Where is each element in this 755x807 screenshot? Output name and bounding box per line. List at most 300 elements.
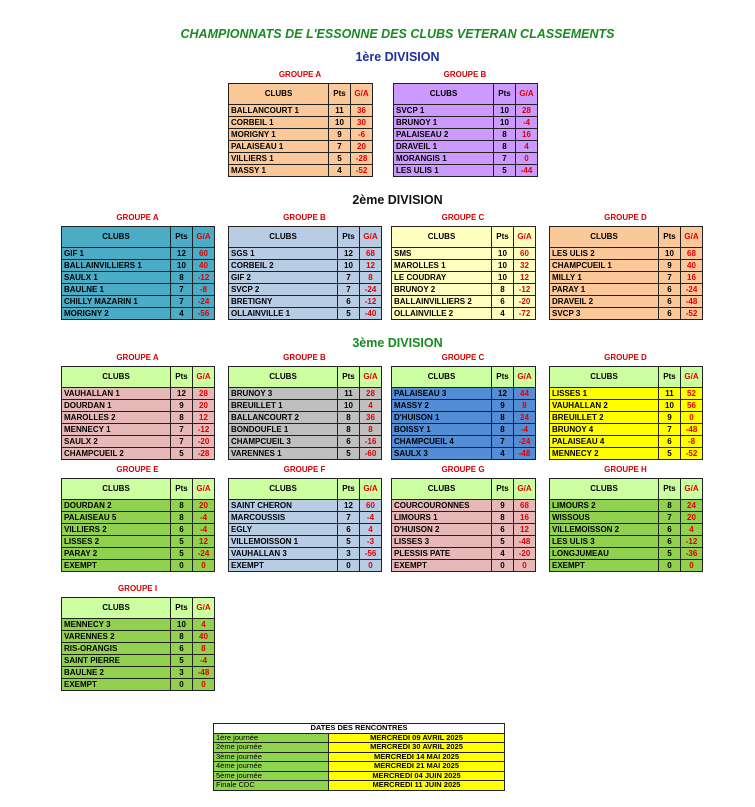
club-goal-average: 4 xyxy=(681,524,703,536)
club-points: 5 xyxy=(171,536,193,548)
club-goal-average: 68 xyxy=(681,248,703,260)
club-name: MASSY 1 xyxy=(229,165,329,177)
club-goal-average: -12 xyxy=(193,424,215,436)
club-points: 7 xyxy=(171,424,193,436)
group-title: GROUPE B xyxy=(283,213,326,222)
club-goal-average: -48 xyxy=(193,667,215,679)
table-row xyxy=(392,436,536,448)
standings-d2-groupe-c xyxy=(391,213,535,320)
club-points: 10 xyxy=(494,117,516,129)
standings-d3-groupe-g xyxy=(391,465,535,572)
club-goal-average: 20 xyxy=(351,141,373,153)
table-row xyxy=(62,296,215,308)
table-header xyxy=(394,84,538,105)
table-row xyxy=(550,448,703,460)
table-row xyxy=(229,500,382,512)
club-name: SMS xyxy=(392,248,492,260)
table-row xyxy=(229,448,382,460)
group-title: GROUPE I xyxy=(117,584,158,593)
club-points: 4 xyxy=(492,448,514,460)
table-header xyxy=(229,84,373,105)
club-points: 10 xyxy=(171,619,193,631)
round-date: MERCREDI 04 JUIN 2025 xyxy=(329,771,505,781)
column-header-ga: G/A xyxy=(514,367,536,388)
group-title: GROUPE A xyxy=(116,353,159,362)
club-name: DOURDAN 2 xyxy=(62,500,171,512)
table-row xyxy=(394,153,538,165)
club-goal-average: 44 xyxy=(514,388,536,400)
table-header xyxy=(550,227,703,248)
table-row xyxy=(392,424,536,436)
round-label: Finale CDC xyxy=(214,781,329,791)
club-points: 11 xyxy=(338,388,360,400)
column-header-pts: Pts xyxy=(659,479,681,500)
club-goal-average: 28 xyxy=(516,105,538,117)
club-points: 8 xyxy=(171,500,193,512)
club-name: BALLAINVILLIERS 2 xyxy=(392,296,492,308)
table-header xyxy=(550,367,703,388)
group-title: GROUPE B xyxy=(443,70,487,79)
standings-d2-groupe-b xyxy=(228,213,381,320)
round-date: MERCREDI 21 MAI 2025 xyxy=(329,762,505,772)
match-date-row xyxy=(214,762,505,772)
club-goal-average: -8 xyxy=(193,284,215,296)
club-name: BOISSY 1 xyxy=(392,424,492,436)
club-goal-average: 8 xyxy=(514,400,536,412)
club-goal-average: 0 xyxy=(193,679,215,691)
column-header-ga: G/A xyxy=(193,598,215,619)
table-row xyxy=(229,248,382,260)
club-name: CORBEIL 2 xyxy=(229,260,338,272)
column-header-ga: G/A xyxy=(360,227,382,248)
club-name: SAULX 2 xyxy=(62,436,171,448)
table-row xyxy=(62,272,215,284)
club-goal-average: -56 xyxy=(360,548,382,560)
club-points: 5 xyxy=(338,308,360,320)
club-name: MENNECY 2 xyxy=(550,448,659,460)
club-name: GIF 2 xyxy=(229,272,338,284)
club-points: 7 xyxy=(171,436,193,448)
club-points: 8 xyxy=(659,500,681,512)
club-name: CHAMPCUEIL 4 xyxy=(392,436,492,448)
table-row xyxy=(62,524,215,536)
club-name: MENNECY 1 xyxy=(62,424,171,436)
club-name: LIMOURS 1 xyxy=(392,512,492,524)
club-name: LES ULIS 1 xyxy=(394,165,494,177)
club-name: MAROLLES 2 xyxy=(62,412,171,424)
club-name: PALAISEAU 4 xyxy=(550,436,659,448)
club-name: VILLIERS 1 xyxy=(229,153,329,165)
club-points: 7 xyxy=(338,272,360,284)
club-name: BALLAINVILLIERS 1 xyxy=(62,260,171,272)
club-name: SVCP 2 xyxy=(229,284,338,296)
club-goal-average: 0 xyxy=(360,560,382,572)
club-goal-average: 0 xyxy=(514,560,536,572)
club-points: 9 xyxy=(329,129,351,141)
club-goal-average: -60 xyxy=(360,448,382,460)
club-name: BRUNOY 2 xyxy=(392,284,492,296)
club-goal-average: 0 xyxy=(681,412,703,424)
column-header-clubs: CLUBS xyxy=(229,84,329,105)
club-points: 6 xyxy=(338,524,360,536)
table-row xyxy=(229,308,382,320)
club-goal-average: -3 xyxy=(360,536,382,548)
column-header-ga: G/A xyxy=(193,227,215,248)
club-goal-average: 60 xyxy=(360,500,382,512)
club-goal-average: 32 xyxy=(514,260,536,272)
club-goal-average: -12 xyxy=(360,296,382,308)
column-header-pts: Pts xyxy=(329,84,351,105)
table-row xyxy=(392,448,536,460)
club-name: LIMOURS 2 xyxy=(550,500,659,512)
table-row xyxy=(229,129,373,141)
club-goal-average: -8 xyxy=(681,436,703,448)
club-goal-average: 20 xyxy=(681,512,703,524)
round-label: 1ère journée xyxy=(214,733,329,743)
club-name: VILLIERS 2 xyxy=(62,524,171,536)
club-name: PALAISEAU 5 xyxy=(62,512,171,524)
standings-d3-groupe-h xyxy=(549,465,702,572)
column-header-clubs: CLUBS xyxy=(62,598,171,619)
standings-d1-groupe-b xyxy=(393,70,537,177)
table-row xyxy=(550,248,703,260)
club-name: LISSES 3 xyxy=(392,536,492,548)
round-label: 3ème journée xyxy=(214,752,329,762)
club-name: SAULX 1 xyxy=(62,272,171,284)
table-row xyxy=(550,512,703,524)
club-name: VAUHALLAN 1 xyxy=(62,388,171,400)
club-points: 8 xyxy=(492,512,514,524)
club-points: 8 xyxy=(171,272,193,284)
column-header-pts: Pts xyxy=(171,367,193,388)
club-name: BALLANCOURT 2 xyxy=(229,412,338,424)
club-points: 4 xyxy=(171,308,193,320)
table-row xyxy=(550,500,703,512)
club-points: 7 xyxy=(492,436,514,448)
club-name: BAULNE 1 xyxy=(62,284,171,296)
club-points: 5 xyxy=(659,548,681,560)
club-points: 0 xyxy=(659,560,681,572)
club-points: 8 xyxy=(338,412,360,424)
club-points: 5 xyxy=(492,536,514,548)
club-points: 11 xyxy=(659,388,681,400)
table-row xyxy=(394,105,538,117)
club-points: 10 xyxy=(171,260,193,272)
column-header-clubs: CLUBS xyxy=(392,367,492,388)
club-name: EXEMPT xyxy=(62,560,171,572)
table-header xyxy=(62,598,215,619)
table-row xyxy=(394,165,538,177)
standings-d3-groupe-d xyxy=(549,353,702,460)
column-header-clubs: CLUBS xyxy=(550,367,659,388)
club-name: VILLEMOISSON 1 xyxy=(229,536,338,548)
club-points: 9 xyxy=(492,500,514,512)
table-row xyxy=(394,117,538,129)
club-goal-average: 20 xyxy=(193,400,215,412)
club-name: DRAVEIL 2 xyxy=(550,296,659,308)
club-name: MENNECY 3 xyxy=(62,619,171,631)
group-title: GROUPE F xyxy=(283,465,326,474)
club-name: MORIGNY 1 xyxy=(229,129,329,141)
club-points: 0 xyxy=(338,560,360,572)
column-header-ga: G/A xyxy=(193,367,215,388)
table-row xyxy=(62,512,215,524)
club-goal-average: 60 xyxy=(514,248,536,260)
table-row xyxy=(62,655,215,667)
club-name: VILLEMOISSON 2 xyxy=(550,524,659,536)
club-goal-average: -72 xyxy=(514,308,536,320)
club-points: 6 xyxy=(659,524,681,536)
column-header-ga: G/A xyxy=(681,227,703,248)
table-row xyxy=(62,560,215,572)
club-goal-average: -20 xyxy=(514,296,536,308)
match-date-row xyxy=(214,733,505,743)
column-header-ga: G/A xyxy=(193,479,215,500)
table-row xyxy=(550,436,703,448)
club-name: DRAVEIL 1 xyxy=(394,141,494,153)
club-goal-average: 0 xyxy=(516,153,538,165)
table-row xyxy=(392,548,536,560)
table-row xyxy=(550,260,703,272)
club-name: MAROLLES 1 xyxy=(392,260,492,272)
column-header-pts: Pts xyxy=(338,367,360,388)
club-goal-average: -24 xyxy=(193,296,215,308)
club-points: 4 xyxy=(492,548,514,560)
club-name: SVCP 3 xyxy=(550,308,659,320)
club-name: BREUILLET 1 xyxy=(229,400,338,412)
round-date: MERCREDI 30 AVRIL 2025 xyxy=(329,743,505,753)
table-row xyxy=(229,141,373,153)
table-row xyxy=(392,260,536,272)
group-title: GROUPE H xyxy=(604,465,647,474)
club-name: BRUNOY 4 xyxy=(550,424,659,436)
table-row xyxy=(550,536,703,548)
column-header-pts: Pts xyxy=(171,479,193,500)
club-points: 7 xyxy=(171,284,193,296)
club-name: BRUNOY 1 xyxy=(394,117,494,129)
table-row xyxy=(62,424,215,436)
table-row xyxy=(229,536,382,548)
club-goal-average: 28 xyxy=(360,388,382,400)
column-header-clubs: CLUBS xyxy=(229,227,338,248)
club-goal-average: -28 xyxy=(193,448,215,460)
table-row xyxy=(62,619,215,631)
club-points: 12 xyxy=(338,248,360,260)
column-header-pts: Pts xyxy=(659,367,681,388)
club-goal-average: -4 xyxy=(514,424,536,436)
club-points: 7 xyxy=(659,424,681,436)
club-name: WISSOUS xyxy=(550,512,659,524)
table-row xyxy=(392,284,536,296)
club-goal-average: -48 xyxy=(514,448,536,460)
club-goal-average: -16 xyxy=(360,436,382,448)
table-row xyxy=(394,141,538,153)
standings-d2-groupe-d xyxy=(549,213,702,320)
standings-d3-groupe-b xyxy=(228,353,381,460)
division-title-2: 2ème DIVISION xyxy=(352,193,443,207)
column-header-clubs: CLUBS xyxy=(62,479,171,500)
column-header-clubs: CLUBS xyxy=(62,227,171,248)
club-goal-average: -4 xyxy=(193,655,215,667)
table-row xyxy=(62,248,215,260)
division-title-3: 3ème DIVISION xyxy=(352,336,443,350)
column-header-ga: G/A xyxy=(360,479,382,500)
club-name: CHAMPCUEIL 2 xyxy=(62,448,171,460)
club-points: 9 xyxy=(659,260,681,272)
club-points: 5 xyxy=(338,448,360,460)
club-goal-average: 12 xyxy=(514,272,536,284)
table-row xyxy=(62,548,215,560)
table-row xyxy=(394,129,538,141)
club-goal-average: 28 xyxy=(193,388,215,400)
table-header xyxy=(62,227,215,248)
club-points: 5 xyxy=(171,655,193,667)
club-points: 10 xyxy=(492,248,514,260)
club-name: EXEMPT xyxy=(229,560,338,572)
table-row xyxy=(62,412,215,424)
club-goal-average: -40 xyxy=(360,308,382,320)
club-points: 10 xyxy=(492,260,514,272)
club-points: 9 xyxy=(492,400,514,412)
club-goal-average: -20 xyxy=(193,436,215,448)
club-points: 9 xyxy=(659,412,681,424)
table-header xyxy=(229,479,382,500)
club-name: MILLY 1 xyxy=(550,272,659,284)
club-points: 6 xyxy=(338,296,360,308)
club-goal-average: -52 xyxy=(681,448,703,460)
club-goal-average: 12 xyxy=(193,412,215,424)
club-goal-average: 16 xyxy=(516,129,538,141)
standings-d1-groupe-a xyxy=(228,70,372,177)
club-points: 8 xyxy=(494,141,516,153)
club-name: SAULX 3 xyxy=(392,448,492,460)
column-header-pts: Pts xyxy=(338,227,360,248)
table-row xyxy=(392,560,536,572)
table-header xyxy=(392,367,536,388)
club-goal-average: -24 xyxy=(360,284,382,296)
club-points: 12 xyxy=(171,248,193,260)
club-goal-average: -4 xyxy=(193,524,215,536)
table-row xyxy=(62,536,215,548)
group-title: GROUPE A xyxy=(278,70,322,79)
table-row xyxy=(62,308,215,320)
table-row xyxy=(229,296,382,308)
table-row xyxy=(392,308,536,320)
club-name: LISSES 2 xyxy=(62,536,171,548)
club-points: 6 xyxy=(659,308,681,320)
club-goal-average: -12 xyxy=(681,536,703,548)
club-points: 12 xyxy=(338,500,360,512)
club-name: MORIGNY 2 xyxy=(62,308,171,320)
table-row xyxy=(62,260,215,272)
club-name: D'HUISON 1 xyxy=(392,412,492,424)
table-row xyxy=(550,524,703,536)
club-name: SGS 1 xyxy=(229,248,338,260)
club-goal-average: -4 xyxy=(360,512,382,524)
club-goal-average: 40 xyxy=(193,260,215,272)
table-row xyxy=(392,512,536,524)
club-name: PALAISEAU 1 xyxy=(229,141,329,153)
club-points: 12 xyxy=(171,388,193,400)
club-goal-average: -6 xyxy=(351,129,373,141)
club-name: VAUHALLAN 2 xyxy=(550,400,659,412)
table-row xyxy=(550,308,703,320)
match-date-row xyxy=(214,743,505,753)
table-row xyxy=(229,388,382,400)
club-goal-average: 4 xyxy=(360,524,382,536)
club-points: 5 xyxy=(171,448,193,460)
club-goal-average: -12 xyxy=(193,272,215,284)
table-row xyxy=(550,400,703,412)
group-title: GROUPE C xyxy=(441,213,485,222)
match-date-row xyxy=(214,771,505,781)
club-goal-average: -36 xyxy=(681,548,703,560)
table-row xyxy=(62,284,215,296)
club-name: EXEMPT xyxy=(550,560,659,572)
club-goal-average: -24 xyxy=(193,548,215,560)
club-name: BAULNE 2 xyxy=(62,667,171,679)
club-points: 6 xyxy=(492,524,514,536)
club-points: 10 xyxy=(659,248,681,260)
table-row xyxy=(229,424,382,436)
table-row xyxy=(229,548,382,560)
table-row xyxy=(229,272,382,284)
club-goal-average: 24 xyxy=(681,500,703,512)
club-points: 10 xyxy=(659,400,681,412)
club-points: 8 xyxy=(492,284,514,296)
group-title: GROUPE E xyxy=(116,465,159,474)
club-goal-average: 60 xyxy=(193,248,215,260)
club-goal-average: -44 xyxy=(516,165,538,177)
table-row xyxy=(62,436,215,448)
table-row xyxy=(550,412,703,424)
column-header-pts: Pts xyxy=(492,479,514,500)
club-points: 6 xyxy=(171,643,193,655)
table-row xyxy=(392,412,536,424)
table-row xyxy=(229,284,382,296)
club-points: 7 xyxy=(329,141,351,153)
club-name: BRUNOY 3 xyxy=(229,388,338,400)
club-name: CHAMPCUEIL 1 xyxy=(550,260,659,272)
column-header-ga: G/A xyxy=(681,367,703,388)
club-goal-average: 0 xyxy=(193,560,215,572)
club-points: 8 xyxy=(338,424,360,436)
table-row xyxy=(550,560,703,572)
table-row xyxy=(550,388,703,400)
table-row xyxy=(229,153,373,165)
club-name: BONDOUFLE 1 xyxy=(229,424,338,436)
club-points: 10 xyxy=(338,400,360,412)
club-points: 7 xyxy=(659,512,681,524)
club-name: D'HUISON 2 xyxy=(392,524,492,536)
club-goal-average: 68 xyxy=(360,248,382,260)
club-name: LES ULIS 3 xyxy=(550,536,659,548)
club-goal-average: -52 xyxy=(681,308,703,320)
club-points: 0 xyxy=(492,560,514,572)
match-dates-title: DATES DES RENCONTRES xyxy=(214,724,505,734)
round-label: 2ème journée xyxy=(214,743,329,753)
table-row xyxy=(550,284,703,296)
club-name: BREUILLET 2 xyxy=(550,412,659,424)
club-points: 6 xyxy=(659,436,681,448)
club-goal-average: 20 xyxy=(193,500,215,512)
club-name: PARAY 1 xyxy=(550,284,659,296)
club-name: CHILLY MAZARIN 1 xyxy=(62,296,171,308)
club-points: 11 xyxy=(329,105,351,117)
club-name: LISSES 1 xyxy=(550,388,659,400)
club-goal-average: 24 xyxy=(514,412,536,424)
club-goal-average: 4 xyxy=(360,400,382,412)
